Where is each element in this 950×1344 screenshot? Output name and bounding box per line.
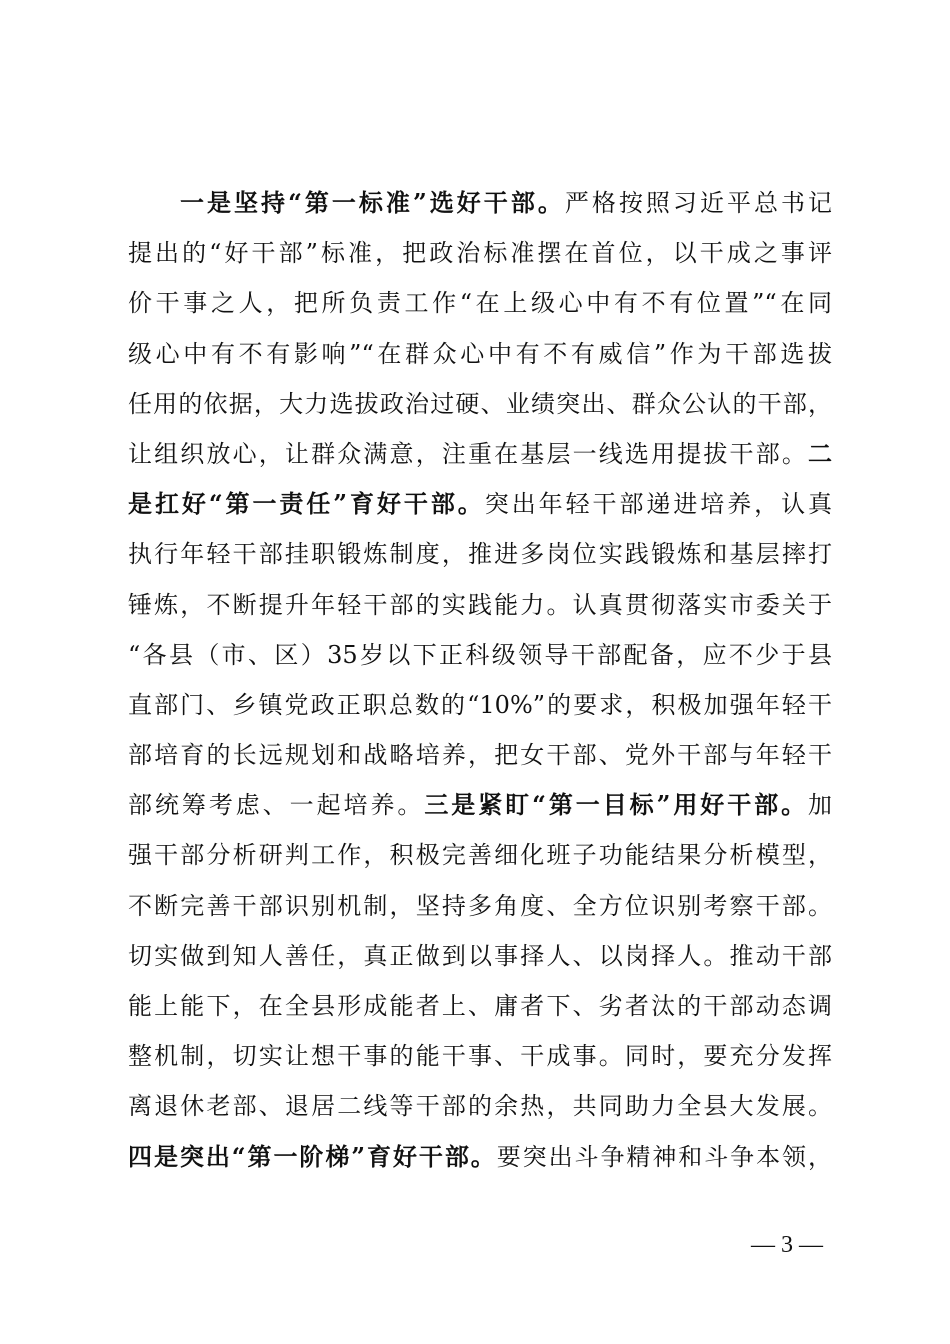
bold-run: 三是紧盯“第一目标”用好干部。: [424, 790, 809, 820]
text-run: 直部门、乡镇党政正职总数的“10%”的要求，积极加强年轻干: [128, 690, 832, 719]
text-line: [128, 1031, 832, 1081]
text-line: [128, 830, 832, 880]
bold-run: 四是突出“第一阶梯”育好干部。: [128, 1141, 497, 1171]
text-line: [128, 379, 832, 429]
text-line: [128, 780, 832, 830]
text-run: 提出的“好干部”标准，把政治标准摆在首位，以干成之事评: [128, 239, 832, 268]
text-run: 任用的依据，大力选拔政治过硬、业绩突出、群众公认的干部，: [128, 389, 832, 418]
text-run: 部培育的长远规划和战略培养，把女干部、党外干部与年轻干: [128, 741, 832, 770]
text-line: [128, 580, 832, 630]
text-run: 锤炼，不断提升年轻干部的实践能力。认真贯彻落实市委关于: [128, 590, 832, 619]
text-run: 能上能下，在全县形成能者上、庸者下、劣者汰的干部动态调: [128, 992, 832, 1020]
text-run: 执行年轻干部挂职锻炼制度，推进多岗位实践锻炼和基层摔打: [128, 540, 832, 569]
text-line: [128, 931, 832, 981]
text-line: [128, 680, 832, 730]
text-line: [128, 1081, 832, 1131]
page-number: — 3 —: [751, 1232, 823, 1258]
text-run: 要突出斗争精神和斗争本领，: [496, 1142, 833, 1171]
text-run: 不断完善干部识别机制，坚持多角度、全方位识别考察干部。: [128, 891, 832, 920]
text-line: [128, 630, 832, 680]
body-text: [128, 178, 832, 1182]
bold-run: 是扛好“第一责任”育好干部。: [128, 489, 485, 519]
text-run: 强干部分析研判工作，积极完善细化班子功能结果分析模型，: [128, 841, 832, 870]
text-line: [128, 278, 832, 328]
text-line: [128, 178, 832, 228]
text-run: 离退休老部、退居二线等干部的余热，共同助力全县大发展。: [128, 1092, 832, 1121]
text-line: [128, 479, 832, 529]
text-run: 加: [808, 791, 833, 820]
text-run: 切实做到知人善任，真正做到以事择人、以岗择人。推动干部: [128, 941, 832, 970]
text-line: [128, 429, 832, 479]
bold-run: 二: [808, 438, 832, 468]
text-line: [128, 329, 832, 379]
text-run: “各县（市、区）35岁以下正科级领导干部配备，应不少于县: [128, 640, 832, 669]
text-run: 级心中有不有影响”“在群众心中有不有威信”作为干部选拔: [128, 339, 832, 368]
text-line: [128, 529, 832, 579]
text-run: 部统筹考虑、一起培养。: [128, 791, 425, 820]
text-run: 严格按照习近平总书记: [564, 189, 833, 217]
bold-run: 一是坚持“第一标准”选好干部。: [180, 188, 565, 217]
text-run: 价干事之人，把所负责工作“在上级心中有不有位置”“在同: [128, 289, 832, 318]
text-run: 让组织放心，让群众满意，注重在基层一线选用提拔干部。: [128, 439, 808, 468]
text-line: [128, 1132, 832, 1182]
text-run: 整机制，切实让想干事的能干事、干成事。同时，要充分发挥: [128, 1042, 832, 1071]
text-line: [128, 981, 832, 1031]
text-line: [128, 730, 832, 780]
text-run: 突出年轻干部递进培养，认真: [484, 490, 833, 519]
text-line: [128, 228, 832, 278]
text-line: [128, 881, 832, 931]
